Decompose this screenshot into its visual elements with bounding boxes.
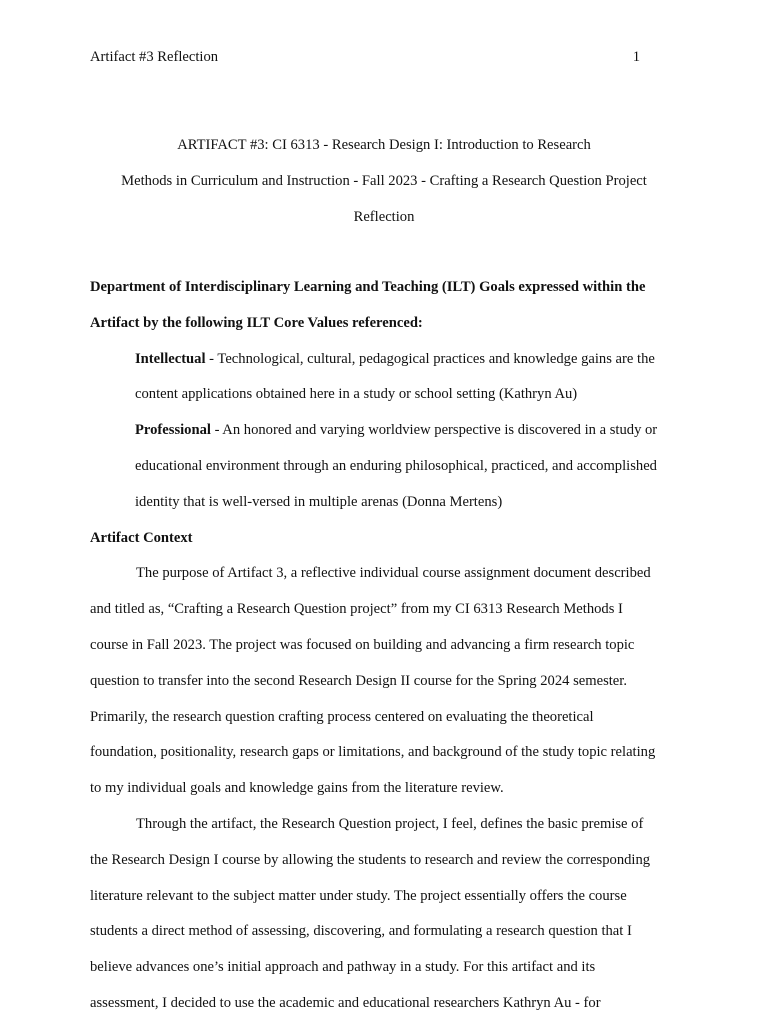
core-value-professional (90, 413, 682, 520)
running-head-title: Artifact #3 Reflection (90, 49, 219, 65)
paragraph-1 (90, 556, 682, 807)
intellectual-text-1: - Technological, cultural, pedagogical practices and knowledge gains are the (205, 350, 655, 367)
paragraph-2-line: the Research Design I course by allowing the students to research and review the corresponding (90, 851, 651, 868)
intellectual-line-1 (135, 342, 682, 378)
goals-heading-line-2: Artifact by the following ILT Core Values referenced: (90, 314, 423, 331)
title-line-1: ARTIFACT #3: CI 6313 - Research Design I: Introduction to Research (177, 137, 591, 153)
professional-text-1: - An honored and varying worldview perspective is discovered in a study or (210, 422, 658, 439)
paragraph-1-line: and titled as, “Crafting a Research Question project” from my CI 6313 Research Methods I (90, 601, 623, 618)
running-head (90, 46, 640, 68)
paragraph-1-line: The purpose of Artifact 3, a reflective individual course assignment document described (136, 565, 651, 582)
paragraph-1-line: to my individual goals and knowledge gains from the literature review. (90, 780, 504, 797)
paragraph-1-line: foundation, positionality, research gaps or limitations, and background of the study topic relating (90, 744, 656, 761)
paragraph-2-line: students a direct method of assessing, discovering, and formulating a research question that I (90, 923, 632, 940)
paragraph-2-line: assessment, I decided to use the academic and educational researchers Kathryn Au - for (90, 994, 601, 1011)
paragraph-2-line: literature relevant to the subject matter under study. The project essentially offers the course (90, 887, 627, 904)
paragraph-1-line: question to transfer into the second Research Design II course for the Spring 2024 semester. (90, 672, 627, 689)
document-body (90, 270, 682, 1022)
paragraph-2-line: believe advances one’s initial approach and pathway in a study. For this artifact and its (90, 959, 596, 976)
artifact-context-heading: Artifact Context (90, 529, 193, 546)
goals-heading-line-1: Department of Interdisciplinary Learning and Teaching (ILT) Goals expressed within the (90, 279, 646, 295)
professional-line-1 (135, 413, 682, 449)
paragraph-1-line: course in Fall 2023. The project was focused on building and advancing a firm research topic (90, 636, 635, 653)
paragraph-2-line: Through the artifact, the Research Question project, I feel, defines the basic premise of (136, 815, 644, 832)
intellectual-line-2: content applications obtained here in a study or school setting (Kathryn Au) (135, 386, 578, 403)
title-line-2: Methods in Curriculum and Instruction - Fall 2023 - Crafting a Research Question Project (121, 173, 647, 189)
page-number: 1 (632, 49, 640, 65)
professional-line-2: educational environment through an enduring philosophical, practiced, and accomplished (135, 457, 657, 474)
paragraph-1-line: Primarily, the research question crafting process centered on evaluating the theoretical (90, 708, 594, 725)
title-line-3: Reflection (353, 209, 415, 225)
paragraph-2 (90, 807, 682, 1022)
professional-line-3: identity that is well-versed in multiple arenas (Donna Mertens) (135, 493, 503, 510)
core-value-intellectual (90, 342, 682, 414)
intellectual-label: Intellectual (135, 350, 206, 367)
professional-label: Professional (135, 422, 211, 439)
document-title (90, 127, 678, 235)
